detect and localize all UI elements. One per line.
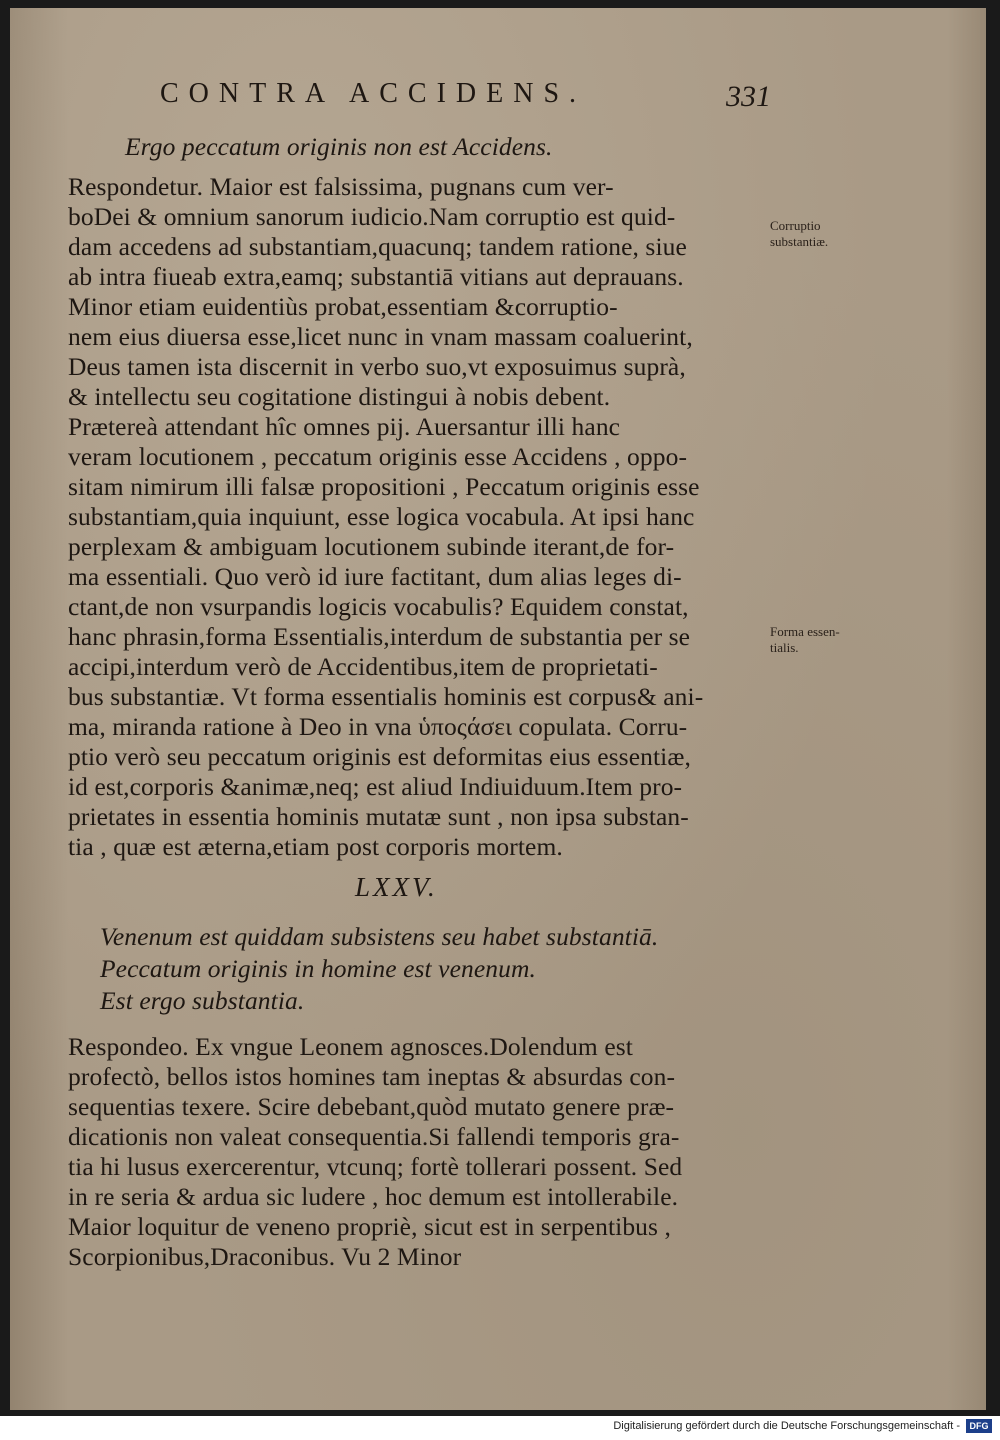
text-line: Deus tamen ista discernit in verbo suo,vt exposuimus suprà, [68,352,686,381]
text-line: ab intra fiueab extra,eamq; substantiā vitians aut deprauans. [68,262,684,291]
text-line: veram locutionem , peccatum originis esse Accidens , oppo- [68,442,688,471]
text-line: Minor etiam euidentiùs probat,essentiam &corruptio- [68,292,618,321]
marginal-note: Forma essen- [770,624,840,639]
text-line: dicationis non valeat consequentia.Si fallendi temporis gra- [68,1122,680,1151]
text-line: accipi,interdum verò de Accidentibus,item de proprietati- [68,652,658,681]
text-line: prietates in essentia hominis mutatæ sunt , non ipsa substan- [68,802,689,831]
text-line: & intellectu seu cogitatione distingui à nobis debent. [68,382,611,411]
text-line: perplexam & ambiguam locutionem subinde iterant,de for- [68,532,675,561]
marginal-note: tialis. [770,640,799,655]
text-line: sequentias texere. Scire debebant,quòd mutato genere præ- [68,1092,675,1121]
text-line: bus substantiæ. Vt forma essentialis hominis est corpus& ani- [68,682,704,711]
text-line: profectò, bellos istos homines tam ineptas & absurdas con- [68,1062,676,1091]
text-line: substantiam,quia inquiunt, esse logica vocabula. At ipsi hanc [68,502,695,531]
marginal-note: Corruptio [770,218,821,233]
text-line: Ergo peccatum originis non est Accidens. [125,132,553,161]
dfg-logo: DFG [966,1419,992,1433]
text-line: nem eius diuersa esse,licet nunc in vnam massam coaluerint, [68,322,693,351]
text-line: id est,corporis &animæ,neq; est aliud Indiuiduum.Item pro- [68,772,683,801]
text-line: dam accedens ad substantiam,quacunq; tandem ratione, siue [68,232,687,261]
text-line: Prætereà attendant hîc omnes pij. Auersantur illi hanc [68,412,621,441]
text-line: boDei & omnium sanorum iudicio.Nam corruptio est quid- [68,202,676,231]
book-page [10,8,986,1410]
running-head: CONTRA ACCIDENS. [160,78,587,109]
text-line: ma, miranda ratione à Deo in vna ὑποςάσει copulata. Corru- [68,712,688,741]
digitization-credit: Digitalisierung gefördert durch die Deutsche Forschungsgemeinschaft - [613,1420,960,1432]
text-line: hanc phrasin,forma Essentialis,interdum de substantia per se [68,622,691,651]
text-line: Respondeo. Ex vngue Leonem agnosces.Dolendum est [68,1032,633,1061]
text-line: Est ergo substantia. [100,986,305,1015]
section-number: LXXV. [355,872,438,902]
text-line: Peccatum originis in homine est venenum. [100,954,536,983]
text-line: tia hi lusus exercerentur, vtcunq; fortè tollerari possent. Sed [68,1152,683,1181]
text-line: sitam nimirum illi falsæ propositioni , Peccatum originis esse [68,472,700,501]
text-line: Respondetur. Maior est falsissima, pugnans cum ver- [68,172,614,201]
page-number: 331 [726,80,771,113]
text-line: ctant,de non vsurpandis logicis vocabulis? Equidem constat, [68,592,689,621]
text-line: Maior loquitur de veneno propriè, sicut est in serpentibus , [68,1212,671,1241]
marginal-note: substantiæ. [770,234,829,249]
text-line: ma essentiali. Quo verò id iure factitant, dum alias leges di- [68,562,682,591]
text-line: Venenum est quiddam subsistens seu habet substantiā. [100,922,659,951]
text-line: ptio verò seu peccatum originis est deformitas eius essentiæ, [68,742,691,771]
text-line: in re seria & ardua sic ludere , hoc demum est intollerabile. [68,1182,679,1211]
text-line: tia , quæ est æterna,etiam post corporis mortem. [68,832,563,861]
text-line: Scorpionibus,Draconibus. Vu 2 Minor [68,1242,462,1271]
